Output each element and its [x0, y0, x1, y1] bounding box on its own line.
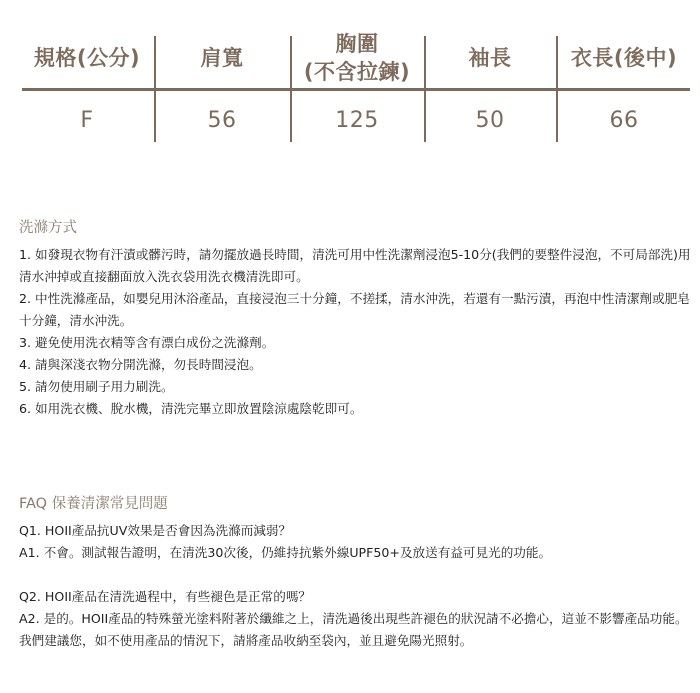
- value-chest: 125: [335, 108, 379, 133]
- header-sleeve: 袖長: [468, 46, 512, 70]
- header-spec: 規格(公分): [33, 46, 141, 70]
- wash-item: 1. 如發現衣物有汗漬或髒污時，請勿擺放過長時間，清洗可用中性洗潔劑浸泡5-10分(我們的要整件浸泡，不可局部洗)用清水沖掉或直接翻面放入洗衣袋用洗衣機清洗即可。: [19, 247, 691, 284]
- wash-title: 洗滌方式: [19, 220, 77, 236]
- header-length: 衣長(後中): [570, 46, 678, 70]
- faq-question: Q1. HOII產品抗UV效果是否會因為洗滌而減弱？: [19, 523, 292, 538]
- wash-section: [19, 218, 691, 420]
- wash-item: 3. 避免使用洗衣精等含有漂白成份之洗滌劑。: [19, 335, 275, 350]
- faq-answer: A2. 是的。HOII產品的特殊螢光塗料附著於纖維之上，清洗過後出現些許褪色的狀況請不必擔心，這並不影響產品功能。我們建議您，如不使用產品的情況下，請將產品收納至袋內，並且避免陽光照射。: [19, 611, 688, 648]
- faq-question: Q2. HOII產品在清洗過程中，有些褪色是正常的嗎？: [19, 589, 312, 604]
- faq-section: [19, 494, 691, 652]
- size-table: [22, 30, 690, 150]
- header-chest: 胸圍 (不含拉鍊): [303, 32, 411, 84]
- header-divider: [22, 88, 690, 91]
- header-shoulder: 肩寬: [200, 46, 244, 70]
- value-length: 66: [609, 108, 639, 133]
- wash-item: 6. 如用洗衣機、脫水機，清洗完畢立即放置陰涼處陰乾即可。: [19, 401, 363, 416]
- faq-title: FAQ 保養清潔常見問題: [19, 496, 168, 512]
- value-sleeve: 50: [475, 108, 505, 133]
- value-shoulder: 56: [207, 108, 237, 133]
- wash-item: 2. 中性洗滌產品，如嬰兒用沐浴產品，直接浸泡三十分鐘，不搓揉，清水沖洗，若還有一點污漬，再泡中性清潔劑或肥皂十分鐘，清水沖洗。: [19, 291, 690, 328]
- wash-item: 4. 請與深淺衣物分開洗滌，勿長時間浸泡。: [19, 357, 262, 372]
- spacer: [19, 564, 691, 586]
- faq-answer: A1. 不會。測試報告證明，在清洗30次後，仍維持抗紫外線UPF50+及放送有益可見光的功能。: [19, 545, 552, 560]
- wash-item: 5. 請勿使用刷子用力刷洗。: [19, 379, 174, 394]
- value-spec: F: [80, 108, 94, 133]
